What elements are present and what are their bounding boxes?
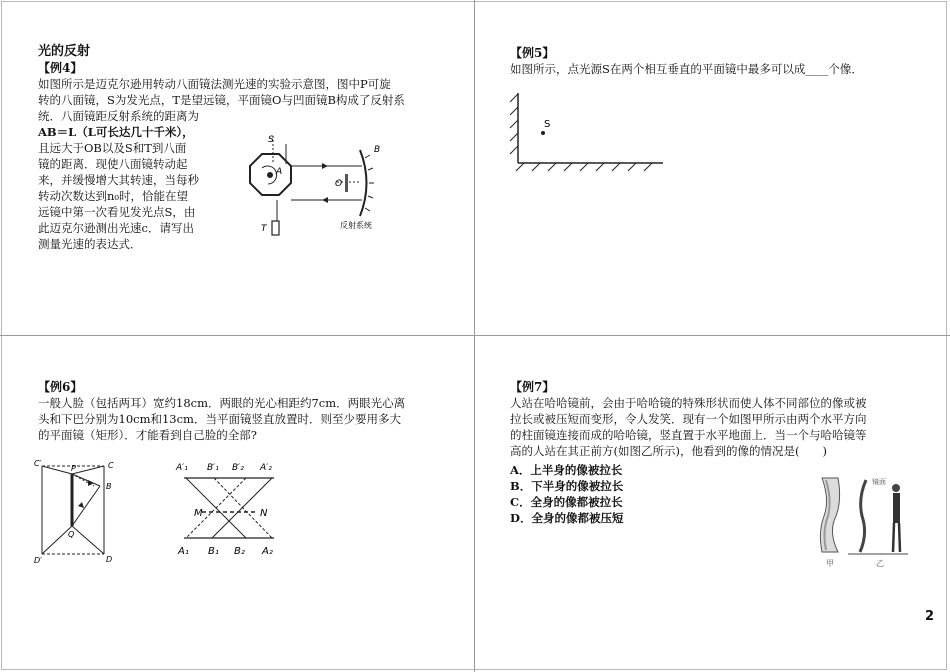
concave-mirror-b <box>360 150 367 216</box>
label-a: A <box>276 167 283 177</box>
example-7-tag: 【例7】 <box>510 380 555 394</box>
example-6-line-1: 一般人脸（包括两耳）宽约18cm．两眼的光心相距约7cm．两眼光心离 <box>38 396 406 410</box>
point-light-source <box>541 131 545 135</box>
label-jia: 甲 <box>826 559 834 568</box>
example-4-line-6: 镜的距离．现使八面镜转动起 <box>38 157 188 171</box>
label-mirror-surface: 镜面 <box>872 478 886 486</box>
example-4-line-2: 转的八面镜，S为发光点，T是望远镜，平面镜O与凹面镜B构成了反射系 <box>38 93 405 107</box>
face-mirror-diagram <box>34 458 124 566</box>
label-yi: 乙 <box>876 559 884 568</box>
example-7-line-2: 拉长或被压短而变形，令人发笑．现有一个如图甲所示由两个水平方向 <box>510 412 867 426</box>
label-b2: B₂ <box>234 546 245 557</box>
example-6-line-2: 头和下巴分别为10cm和13cm．当平面镜竖直放置时．则至少要用多大 <box>38 412 401 426</box>
label-a1: A₁ <box>178 546 189 557</box>
label-b: B <box>374 145 381 155</box>
label-b2-prime: B′₂ <box>232 463 244 473</box>
label-p: P <box>71 464 76 473</box>
octagon-axis <box>267 172 273 178</box>
section-title: 光的反射 <box>38 44 91 59</box>
example-4-line-8: 转动次数达到n₀时，恰能在望 <box>38 189 189 203</box>
option-d: D．全身的像都被压短 <box>510 511 624 525</box>
label-a1-prime: A′₁ <box>176 463 188 473</box>
label-b: B <box>106 482 112 491</box>
example-6-line-3: 的平面镜（矩形）．才能看到自己脸的全部? <box>38 428 257 442</box>
example-6-tag: 【例6】 <box>38 380 83 394</box>
label-c: C <box>108 461 114 470</box>
plane-mirror-o <box>345 174 348 192</box>
label-reflection-system: 反射系统 <box>340 221 372 230</box>
label-s: S <box>544 119 551 130</box>
example-4-line-7: 来，并缓慢增大其转速，当每秒 <box>38 173 199 187</box>
label-n: N <box>260 508 268 519</box>
label-q: Q <box>68 530 75 539</box>
example-6-panel <box>38 378 463 443</box>
example-7-line-3: 的柱面镜连接而成的哈哈镜，竖直置于水平地面上．当一个与哈哈镜等 <box>510 428 867 442</box>
label-d-prime: D′ <box>34 556 42 565</box>
example-7-line-4: 高的人站在其正前方(如图乙所示)，他看到的像的情况是( ) <box>510 444 827 458</box>
example-4-line-9: 远镜中第一次看见发光点S，由 <box>38 205 196 219</box>
option-b: B．下半身的像被拉长 <box>510 479 624 493</box>
example-4-tag: 【例4】 <box>38 61 83 75</box>
option-c: C．全身的像都被拉长 <box>510 495 623 509</box>
page-number: 2 <box>924 609 934 624</box>
example-5-panel <box>510 44 930 77</box>
example-5-line-1: 如图所示，点光源S在两个相互垂直的平面镜中最多可以成____个像． <box>510 62 863 76</box>
example-4-line-11: 测量光速的表达式． <box>38 237 142 251</box>
example-7-line-1: 人站在哈哈镜前，会由于哈哈镜的特殊形状而使人体不同部位的像或被 <box>510 396 867 410</box>
eye-mirror-diagram <box>174 456 284 560</box>
funhouse-mirror-figure <box>808 470 918 570</box>
example-4-line-5: 且远大于OB以及S和T到八面 <box>38 141 187 155</box>
vertical-divider <box>474 0 475 672</box>
label-t: T <box>261 224 267 234</box>
example-4-line-4: AB＝L（L可长达几十千米）， <box>38 125 194 139</box>
funhouse-mirror-jia <box>820 478 839 552</box>
two-mirrors-diagram <box>508 88 668 180</box>
octagon-mirror-diagram <box>232 128 402 243</box>
label-a2: A₂ <box>262 546 273 557</box>
example-4-line-10: 此迈克尔逊测出光速c．请写出 <box>38 221 194 235</box>
example-4-line-3: 统．八面镜距反射系统的距离为 <box>38 109 199 123</box>
telescope <box>272 221 279 235</box>
person-body <box>893 493 900 523</box>
example-5-tag: 【例5】 <box>510 46 555 60</box>
label-m: M <box>194 508 203 519</box>
label-a2-prime: A′₂ <box>260 463 272 473</box>
example-4-line-1: 如图所示是迈克尔逊用转动八面镜法测光速的实验示意图，图中P可旋 <box>38 77 391 91</box>
label-o: O <box>335 179 343 189</box>
label-c-prime: C′ <box>34 459 42 468</box>
option-a: A．上半身的像被拉长 <box>510 463 623 477</box>
label-s: S <box>268 135 274 145</box>
label-b1: B₁ <box>208 546 219 557</box>
person-head <box>892 484 900 492</box>
funhouse-mirror-yi <box>860 480 866 552</box>
label-d: D <box>106 555 113 564</box>
label-b1-prime: B′₁ <box>207 463 219 473</box>
horizontal-divider <box>0 335 950 336</box>
